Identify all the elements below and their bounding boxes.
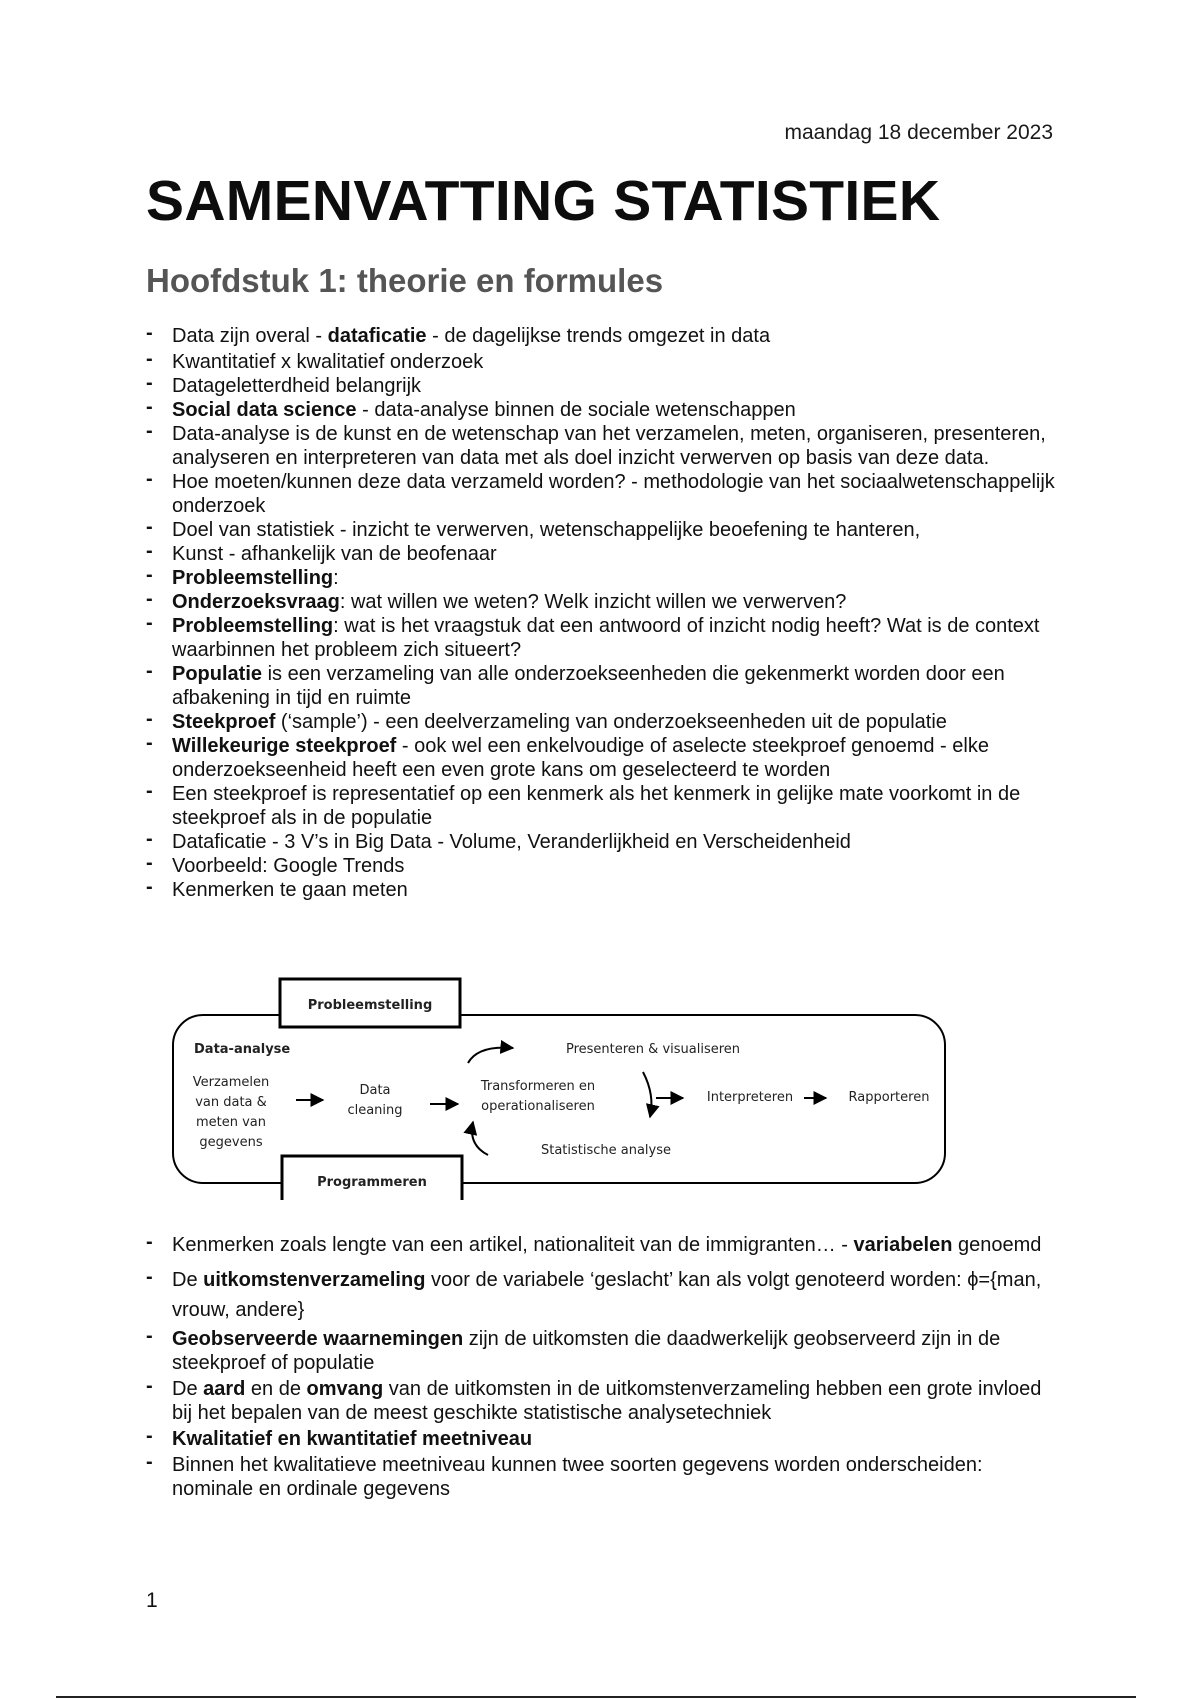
list-item: - Hoe moeten/kunnen deze data verzameld worden? - methodologie van het sociaalwetenschappelijk onderzoek <box>146 470 1066 518</box>
list-item: - Kwantitatief x kwalitatief onderzoek <box>146 350 1066 374</box>
step-report: Rapporteren <box>848 1090 930 1105</box>
step-collect-line4: gegevens <box>199 1135 263 1150</box>
step-transform-line2: operationaliseren <box>481 1099 595 1114</box>
arrow-present-to-interpret <box>643 1072 651 1117</box>
step-collect-line3: meten van <box>195 1115 267 1130</box>
step-interpret: Interpreteren <box>706 1090 794 1105</box>
bullet-list-variables <box>146 1233 1066 1503</box>
list-item: - De uitkomstenverzameling voor de variabele ‘geslacht’ kan als volgt genoteerd worden: ϕ={man, vrouw, andere} <box>146 1265 1066 1325</box>
list-item: - Binnen het kwalitatieve meetniveau kunnen twee soorten gegevens worden onderscheiden: nominale en ordinale gegevens <box>146 1453 1066 1501</box>
list-item: - Kwalitatief en kwantitatief meetniveau <box>146 1427 1066 1451</box>
list-item: - De aard en de omvang van de uitkomsten in de uitkomstenverzameling hebben een grote invloed bij het bepalen van de meest geschikte statistische analysetechniek <box>146 1377 1066 1425</box>
step-cleaning-line2: cleaning <box>347 1103 403 1118</box>
list-item: - Probleemstelling: <box>146 566 1066 590</box>
list-item: - Populatie is een verzameling van alle onderzoekseenheden die gekenmerkt worden door een afbakening in tijd en ruimte <box>146 662 1066 710</box>
probleemstelling-label: Probleemstelling <box>307 998 433 1013</box>
list-item: - Social data science - data-analyse binnen de sociale wetenschappen <box>146 398 1066 422</box>
list-item: - Onderzoeksvraag: wat willen we weten? Welk inzicht willen we verwerven? <box>146 590 1066 614</box>
data-analysis-diagram <box>168 975 958 1200</box>
step-statistical-analysis: Statistische analyse <box>540 1143 672 1158</box>
list-item: - Dataficatie - 3 V’s in Big Data - Volume, Veranderlijkheid en Verscheidenheid <box>146 830 1066 854</box>
document-date: maandag 18 december 2023 <box>784 121 1053 144</box>
footer-divider <box>56 1696 1136 1698</box>
list-item: - Datageletterdheid belangrijk <box>146 374 1066 398</box>
list-item: - Data zijn overal - dataficatie - de dagelijkse trends omgezet in data <box>146 324 1066 348</box>
step-transform-line1: Transformeren en <box>480 1079 596 1094</box>
arrow-transform-to-present <box>468 1048 513 1063</box>
list-item: - Kunst - afhankelijk van de beofenaar <box>146 542 1066 566</box>
list-item: - Doel van statistiek - inzicht te verwerven, wetenschappelijke beoefening te hanteren, <box>146 518 1066 542</box>
list-item: - Een steekproef is representatief op een kenmerk als het kenmerk in gelijke mate voorkomt in de steekproef als in de populatie <box>146 782 1066 830</box>
programmeren-label: Programmeren <box>317 1175 427 1190</box>
step-collect-line1: Verzamelen <box>192 1075 270 1090</box>
bullet-list-intro <box>146 324 1066 902</box>
data-analyse-label: Data-analyse <box>194 1042 291 1057</box>
list-item: - Data-analyse is de kunst en de wetenschap van het verzamelen, meten, organiseren, presenteren, analyseren en interpreteren van data met als doel inzicht verwerven op basis van deze data. <box>146 422 1066 470</box>
list-item: - Geobserveerde waarnemingen zijn de uitkomsten die daadwerkelijk geobserveerd zijn in de steekproef of populatie <box>146 1327 1066 1375</box>
step-present: Presenteren & visualiseren <box>565 1042 741 1057</box>
list-item: - Steekproef (‘sample’) - een deelverzameling van onderzoekseenheden uit de populatie <box>146 710 1066 734</box>
page-number: 1 <box>146 1589 158 1612</box>
list-item: - Willekeurige steekproef - ook wel een enkelvoudige of aselecte steekproef genoemd - elke onderzoekseenheid heeft een even grote kans om geselecteerd te worden <box>146 734 1066 782</box>
chapter-heading: Hoofdstuk 1: theorie en formules <box>146 262 664 299</box>
list-item: - Kenmerken zoals lengte van een artikel, nationaliteit van de immigranten… - variabelen genoemd <box>146 1233 1066 1257</box>
document-title: SAMENVATTING STATISTIEK <box>146 169 941 233</box>
step-cleaning-line1: Data <box>359 1083 391 1098</box>
list-item: - Kenmerken te gaan meten <box>146 878 1066 902</box>
arrow-analysis-to-transform <box>472 1122 488 1155</box>
list-item: - Voorbeeld: Google Trends <box>146 854 1066 878</box>
list-item: - Probleemstelling: wat is het vraagstuk dat een antwoord of inzicht nodig heeft? Wat is de context waarbinnen het probleem zich situeert? <box>146 614 1066 662</box>
step-collect-line2: van data & <box>195 1095 267 1110</box>
